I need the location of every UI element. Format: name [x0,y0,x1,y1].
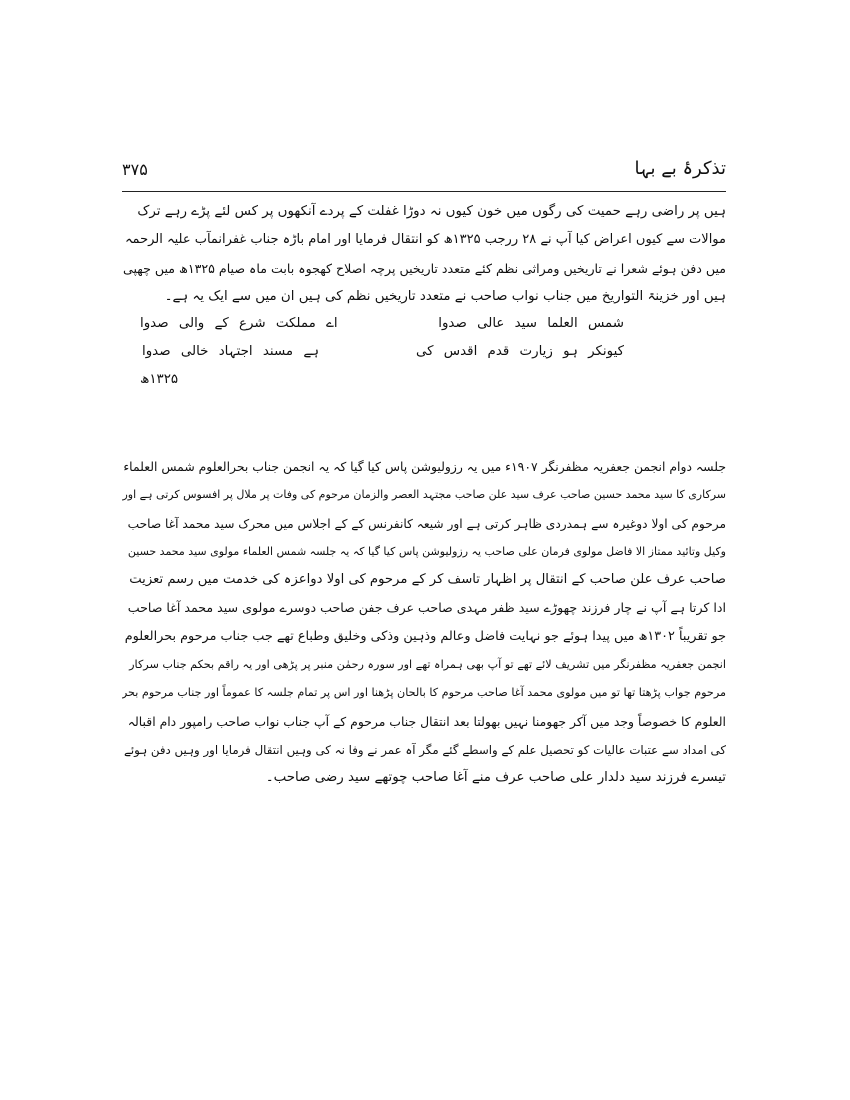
text-line: انجمن جعفریہ مظفرنگر میں تشریف لائے تھے تو آپ بھی ہمراہ تھے اور سورہ رحمٰن منبر پر پڑھی اور یہ راقم بحکم جناب سرکار [129,658,726,672]
verse-2-second-hemistich: ہے مسند اجتہاد خالی صدوا [142,344,320,359]
text-line: موالات سے کیوں اعراض کیا آپ نے ۲۸ ررجب ۱۳۲۵ھ کو انتقال فرمایا اور امام باڑہ جناب غفرانمآب علیہ الرحمہ [124,232,726,248]
text-line: میں دفن ہوئے شعرا نے تاریخیں ومراثی نظم کئے متعدد تاریخیں پرچہ اصلاح کھجوہ بابت ماہ صیام ۱۳۲۵ھ میں چھپی [123,260,726,276]
verse-1-first-hemistich: شمس العلما سید عالی صدوا [438,316,624,331]
text-line: مرحوم جواب پڑھتا تھا تو میں مولوی محمد آغا صاحب مرحوم کا بالحان پڑھنا اور اس پر تمام جلسہ کا عموماً اور جناب مرحوم بحر [122,686,726,700]
text-line: وکیل وتائید ممتاز الا فاضل مولوی فرمان علی صاحب یہ رزولیوشن پاس کیا گیا کہ یہ جلسہ شمس العلماء مولوی سید محمد حسین [127,544,726,558]
text-line: صاحب عرف علن صاحب کے انتقال پر اظہار تاسف کر کے مرحوم کی اولا دواعزہ کی خدمت میں رسم تعزیت [129,572,726,588]
chronogram-year: ۱۳۲۵ھ [140,372,179,387]
header-rule [122,191,726,192]
text-line: ہیں پر راضی رہے حمیت کی رگوں میں خون کیوں نہ دوڑا غفلت کے پردے آنکھوں پر کس لئے پڑے رہے ترک [137,204,726,219]
text-line: جلسہ دوام انجمن جعفریہ مظفرنگر ۱۹۰۷ء میں یہ رزولیوشن پاس کیا گیا کہ یہ انجمن جناب بحرالعلوم شمس العلماء [123,459,726,474]
text-line: جو تقریباً ۱۳۰۲ھ میں پیدا ہوئے جو نہایت فاضل وعالم وذہین وذکی وخلیق وطباع تھے جب جناب مرحوم بحرالعلوم [124,628,726,644]
text-line: کی امداد سے عتبات عالیات کو تحصیل علم کے واسطے گئے مگر آہ عمر نے وفا نہ کی وہیں انتقال فرمایا اور وہیں دفن ہوئے [123,742,726,757]
page-number: ۳۷۵ [122,160,148,179]
verse-2-first-hemistich: کیونکر ہو زیارت قدم اقدس کی [416,344,624,359]
text-line: سرکاری کا سید محمد حسین صاحب عرف سید علن صاحب مجتہد العصر والزمان مرحوم کی وفات پر ملال پر افسوس کرتی ہے اور [122,488,726,502]
paragraph-2 [122,453,726,793]
text-line: ہیں اور خزینۃ التواریخ میں جناب نواب صاحب نے متعدد تاریخیں نظم کی ہیں ان میں سے ایک یہ ہے۔ [164,288,726,304]
text-line: ادا کرتا ہے آپ نے چار فرزند چھوڑے سید ظفر مہدی صاحب عرف جفن صاحب دوسرے مولوی سید محمد آغا صاحب [127,600,726,616]
verse-1-second-hemistich: اے مملکت شرع کے والی صدوا [140,316,338,331]
running-header [122,158,726,188]
text-line: العلوم کا خصوصاً وجد میں آکر جھومنا نہیں بھولتا بعد انتقال جناب مرحوم کے آپ جناب نواب صاحب رامپور دام اقبالہ [127,713,726,729]
paragraph-1 [122,198,726,311]
book-title: تذکرۂ بے بہا [634,158,726,179]
text-line: تیسرے فرزند سید دلدار علی صاحب عرف منے آغا صاحب چوتھے سید رضی صاحب۔ [265,770,726,786]
text-line: مرحوم کی اولا دوغیرہ سے ہمدردی ظاہر کرتی ہے اور شیعہ کانفرنس کے کے اجلاس میں محرک سید محمد آغا صاحب [127,516,726,531]
